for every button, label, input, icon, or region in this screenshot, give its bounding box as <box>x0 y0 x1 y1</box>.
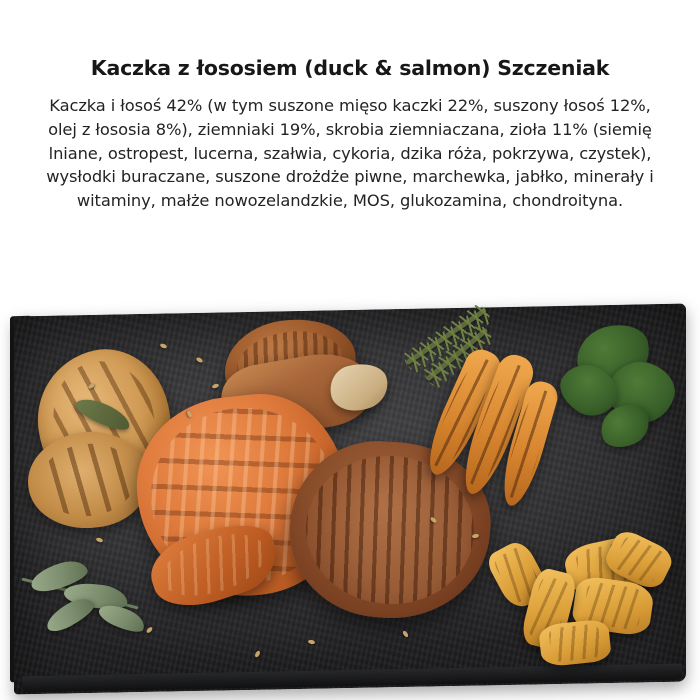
photo-alt-text <box>0 292 1 293</box>
ingredients-text: Kaczka i łosoś 42% (w tym suszone mięso kaczki 22%, suszony łosoś 12%, olej z łososia 8%), ziemniaki 19%, skrobia ziemniaczana, zioła 11% (siemię lniane, ostropest, lucerna, szałwia, cykoria, dzika róża, pokrzywa, czystek), wysłodki buraczane, suszone drożdże piwne, marchewka, jabłko, minerały i witaminy, małże nowozelandzkie, MOS, glukozamina, chondroityna. <box>46 95 654 211</box>
product-photo <box>0 292 700 700</box>
page-title: Kaczka z łososiem (duck & salmon) Szczeniak <box>90 56 610 80</box>
product-text-block <box>0 0 700 213</box>
